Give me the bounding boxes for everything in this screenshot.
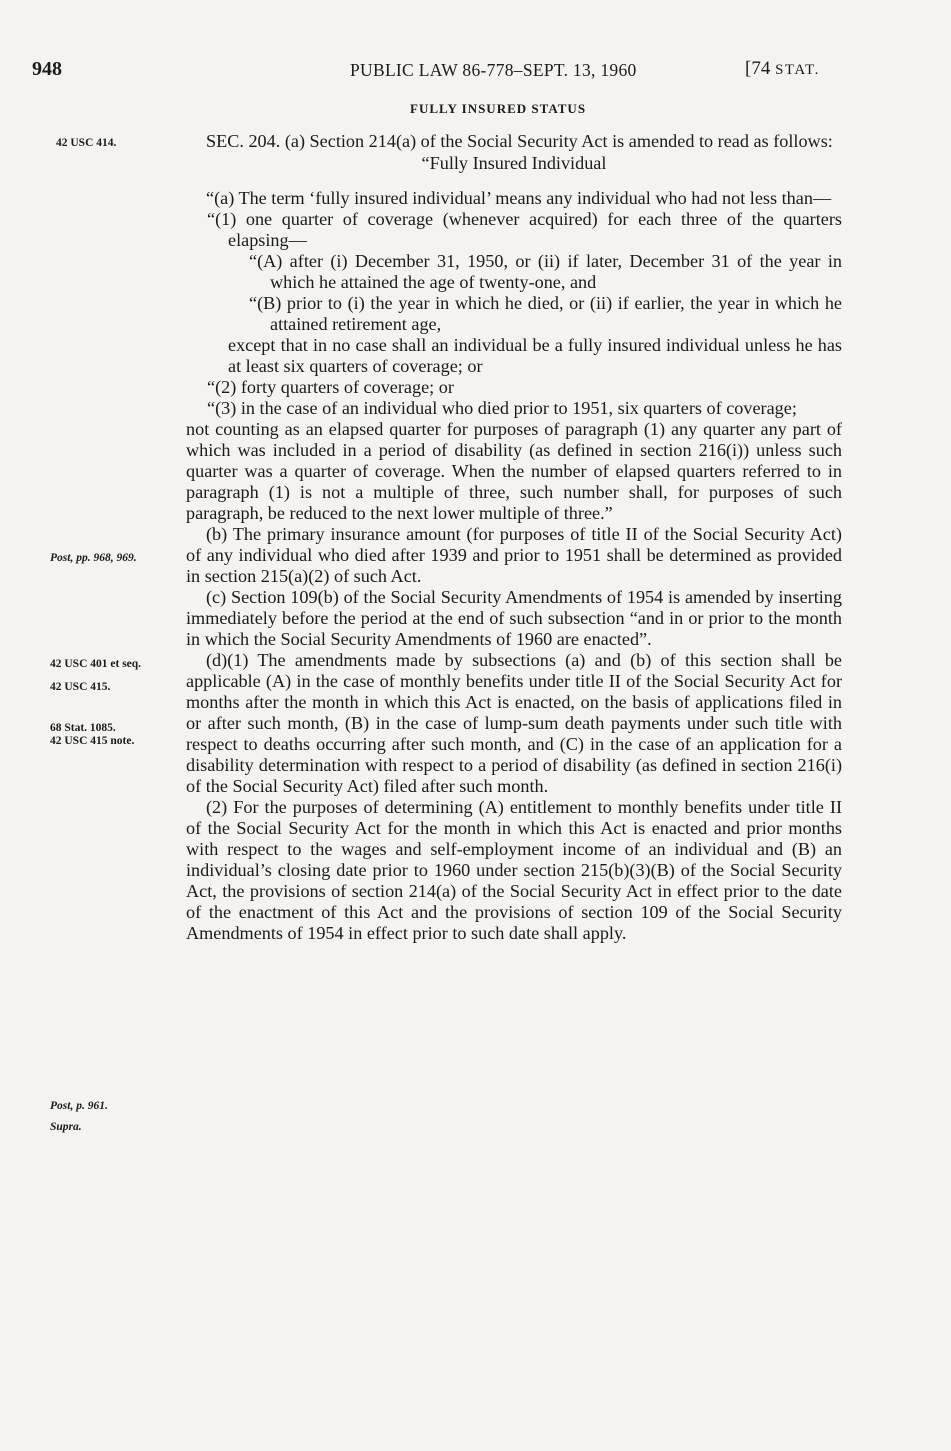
paragraph-clause-1b: “(B) prior to (i) the year in which he died, or (ii) if earlier, the year in which he attained retirement age, [249, 293, 842, 334]
paragraph-definition: “(a) The term ‘fully insured individual’ means any individual who had not less than— [206, 188, 832, 208]
paragraph-clause-3: “(3) in the case of an individual who died prior to 1951, six quarters of coverage; [207, 398, 797, 418]
paragraph-clause-2: “(2) forty quarters of coverage; or [207, 377, 454, 397]
margin-note [50, 552, 200, 564]
paragraph-except: except that in no case shall an individual be a fully insured individual unless he has at least six quarters of coverage; or [228, 335, 842, 376]
paragraph-subsection-b: (b) The primary insurance amount (for purposes of title II of the Social Security Act) of any individual who died after 1939 and prior to 1951 shall be determined as provided in section 215(a)(2) of such Act. [186, 524, 842, 586]
margin-note: 42 USC 401 et seq. [50, 658, 142, 670]
paragraph-subsection-d1: (d)(1) The amendments made by subsections (a) and (b) of this section shall be applicable (A) in the case of monthly benefits under title II of the Social Security Act for months after the month in which this Act is enacted, on the basis of applications filed in or after such month, (B) in the case of lump-sum death payments under such title with respect to deaths occurring after such month, and (C) in the case of an application for a disability determination with respect to a period of disability (as defined in section 216(i) of the Social Security Act) filed after such month. [186, 650, 842, 796]
paragraph-clause-1a: “(A) after (i) December 31, 1950, or (ii) if later, December 31 of the year in which he attained the age of twenty-one, and [249, 251, 842, 292]
paragraph-subsection-d2: (2) For the purposes of determining (A) entitlement to monthly benefits under title II of the Social Security Act for the month in which this Act is enacted and prior months with respect to the wages and self-employment income of an individual and (B) an individual’s closing date prior to 1960 under section 215(b)(3)(B) of the Social Security Act, the provisions of section 214(a) of the Social Security Act in effect prior to the date of the enactment of this Act and the provisions of section 109 of the Social Security Amendments of 1954 in effect prior to such date shall apply. [186, 797, 842, 943]
margin-note-text: Supra. [50, 1121, 82, 1133]
statute-reference [745, 58, 820, 80]
margin-note [50, 1100, 200, 1112]
paragraph-subsection-c: (c) Section 109(b) of the Social Security Amendments of 1954 is amended by inserting immediately before the period at the end of such subsection “and in or prior to the month in which the Social Security Amendments of 1960 are enacted”. [186, 587, 842, 649]
margin-note-text: Post, pp. 968, 969. [50, 552, 137, 564]
margin-note: 42 USC 415 note. [50, 735, 135, 747]
margin-note: 68 Stat. 1085. [50, 722, 116, 734]
page-number: 948 [32, 58, 62, 80]
running-head: PUBLIC LAW 86-778–SEPT. 13, 1960 [350, 60, 637, 80]
statute-body [186, 131, 842, 944]
statute-abbrev: STAT. [775, 62, 820, 78]
section-heading: FULLY INSURED STATUS [410, 101, 587, 116]
paragraph-clause-1: “(1) one quarter of coverage (whenever acquired) for each three of the quarters elapsing— [207, 209, 842, 250]
paragraph-subheading: “Fully Insured Individual [421, 153, 607, 173]
page-header [0, 58, 951, 88]
paragraph-not-counting: not counting as an elapsed quarter for purposes of paragraph (1) any quarter any part of which was included in a period of disability (as defined in section 216(i)) unless such quarter was a quarter of coverage. When the number of elapsed quarters referred to in paragraph (1) is not a multiple of three, such number shall, for purposes of such paragraph, be reduced to the next lower multiple of three.” [186, 419, 842, 523]
margin-note: 42 USC 415. [50, 681, 111, 693]
statute-bracket: [74 [745, 58, 771, 79]
paragraph-sec204a: SEC. 204. (a) Section 214(a) of the Social Security Act is amended to read as follows: [206, 131, 833, 151]
margin-note-text: Post, p. 961. [50, 1100, 108, 1112]
margin-note [50, 1121, 200, 1133]
margin-note: 42 USC 414. [56, 137, 117, 149]
